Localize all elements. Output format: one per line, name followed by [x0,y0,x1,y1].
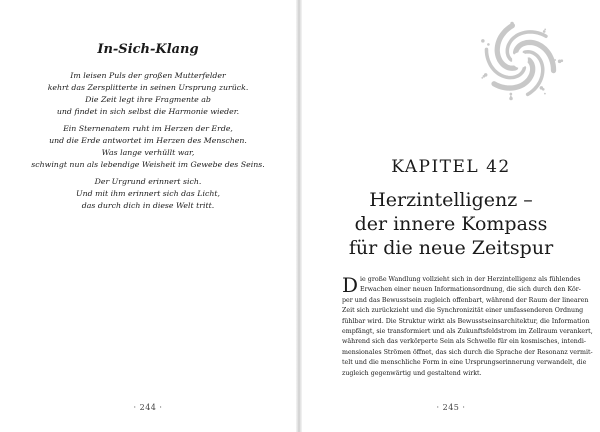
poem-line: schwingt nun als lebendige Weisheit im Gewebe des Seins. [31,160,265,169]
body-line: per und das Bewusstsein zugleich offenbart, während der Raum der linearen [342,296,589,304]
body-line: Erwachen einer neuen Informationsordnung, die sich durch den Kör- [360,286,581,294]
body-line: ie große Wandlung vollzieht sich in der Herzintelligenz als fühlendes [360,276,581,283]
drop-cap: D [342,273,359,297]
body-line: während sich das verkörperte Sein als Schwelle für ein kosmisches, intendi- [342,338,587,346]
poem-title: In-Sich-Klang [97,42,199,57]
poem-line: Der Urgrund erinnert sich. [94,177,202,186]
left-page [0,0,296,432]
poem-line: Und mit ihm erinnert sich das Licht, [76,189,220,198]
poem-line: Ein Sternenatem ruht im Herzen der Erde, [63,124,233,133]
page-number: · 245 · [436,403,466,412]
body-line: empfängt, sie transformiert und als Zukunftsfeldstrom im Zellraum verankert, [342,327,593,335]
spiral-galaxy-icon [476,16,564,104]
poem-line: und die Erde antwortet im Herzen des Menschen. [49,136,247,145]
body-line: zugleich gegenwärtig und gestaltend wirkt. [342,369,482,377]
poem-line: kehrt das Zersplitterte in seinen Ursprung zurück. [47,83,249,92]
poem-stanza [0,123,296,171]
poem-line: und findet in sich selbst die Harmonie wieder. [56,107,240,116]
body-line: fühlbar wird. Die Struktur wirkt als Bewusstseinsarchitektur, die Information [342,317,590,325]
body-line: mensionales Strömen öffnet, das sich durch die Sprache der Resonanz vermit- [342,348,593,356]
chapter-title-line: der innere Kompass [354,213,548,235]
chapter-label: KAPITEL 42 [391,157,511,177]
poem-stanza [0,176,296,212]
body-line: telt und die menschliche Form in eine Ursprungserinnerung verwandelt, die [342,359,587,367]
body-paragraph [342,273,593,379]
body-line: Zeit sich zurückzieht und die Synchronizität einer umfassenderen Ordnung [342,307,584,315]
poem-line: Die Zeit legt ihre Fragmente ab [85,95,211,104]
poem-line: Im leisen Puls der großen Mutterfelder [70,71,226,80]
chapter-title-line: für die neue Zeitspur [348,237,554,259]
poem-line: Was lange verhüllt war, [101,148,195,157]
page-number: · 244 · [133,403,163,412]
poem-line: das durch dich in diese Welt tritt. [81,201,215,210]
chapter-title [302,188,600,260]
chapter-title-line: Herzintelligenz – [369,189,533,211]
poem-stanza [0,70,296,118]
